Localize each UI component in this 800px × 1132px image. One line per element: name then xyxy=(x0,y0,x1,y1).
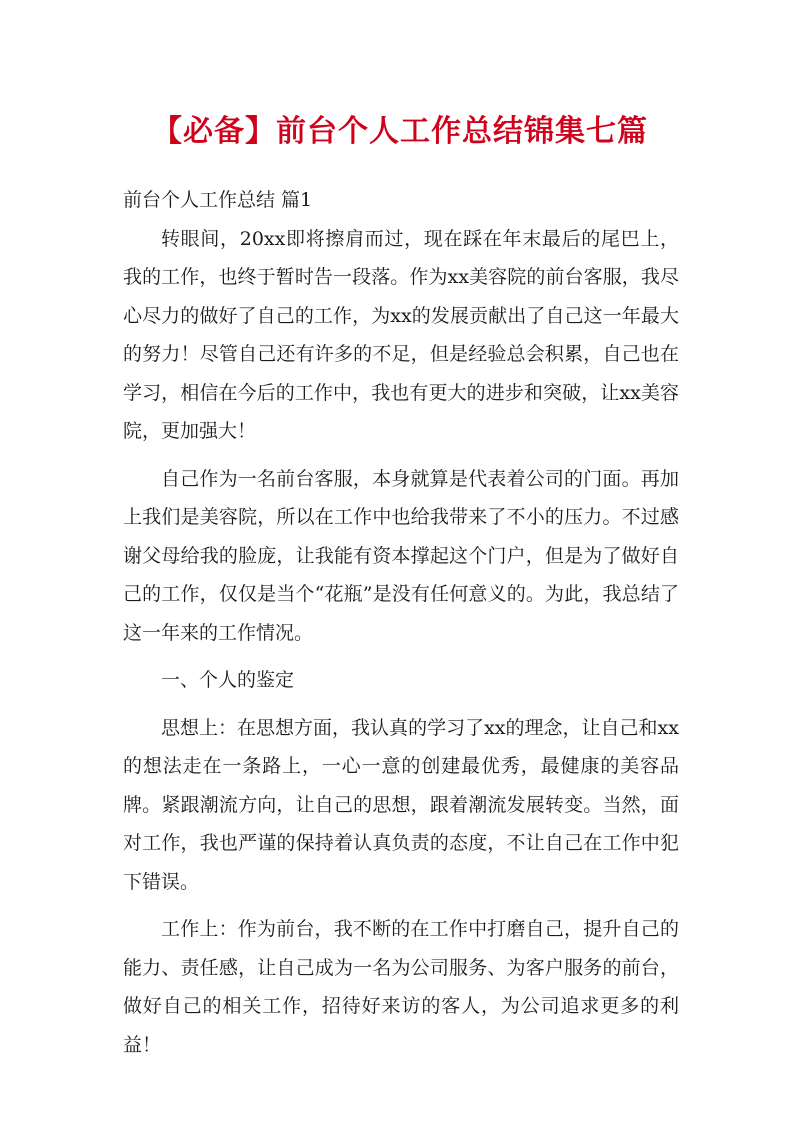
paragraph-intro: 转眼间，20xx即将擦肩而过，现在踩在年末最后的尾巴上，我的工作，也终于暂时告一段落。作为xx美容院的前台客服，我尽心尽力的做好了自己的工作，为xx的发展贡献出了自己这一年最大的努力！尽管自己还有许多的不足，但是经验总会积累，自己也在学习，相信在今后的工作中，我也有更大的进步和突破，让xx美容院，更加强大！ xyxy=(123,227,679,442)
section-heading: 一、个人的鉴定 xyxy=(161,669,295,691)
paragraph-role: 自己作为一名前台客服，本身就算是代表着公司的门面。再加上我们是美容院，所以在工作中也给我带来了不小的压力。不过感谢父母给我的脸庞，让我能有资本撑起这个门户，但是为了做好自己的工作，仅仅是当个“花瓶”是没有任何意义的。为此，我总结了这一年来的工作情况。 xyxy=(123,467,679,644)
section-subtitle: 前台个人工作总结 篇1 xyxy=(123,189,313,211)
paragraph-thought: 思想上：在思想方面，我认真的学习了xx的理念，让自己和xx的想法走在一条路上，一心一意的创建最优秀，最健康的美容品牌。紧跟潮流方向，让自己的思想，跟着潮流发展转变。当然，面对工作，我也严谨的保持着认真负责的态度，不让自己在工作中犯下错误。 xyxy=(123,716,679,893)
document-title: 【必备】前台个人工作总结锦集七篇 xyxy=(152,114,648,149)
document-body xyxy=(123,181,679,1073)
paragraph-work: 工作上：作为前台，我不断的在工作中打磨自己，提升自己的能力、责任感，让自己成为一名为公司服务、为客户服务的前台，做好自己的相关工作，招待好来访的客人，为公司追求更多的利益！ xyxy=(123,918,679,1056)
